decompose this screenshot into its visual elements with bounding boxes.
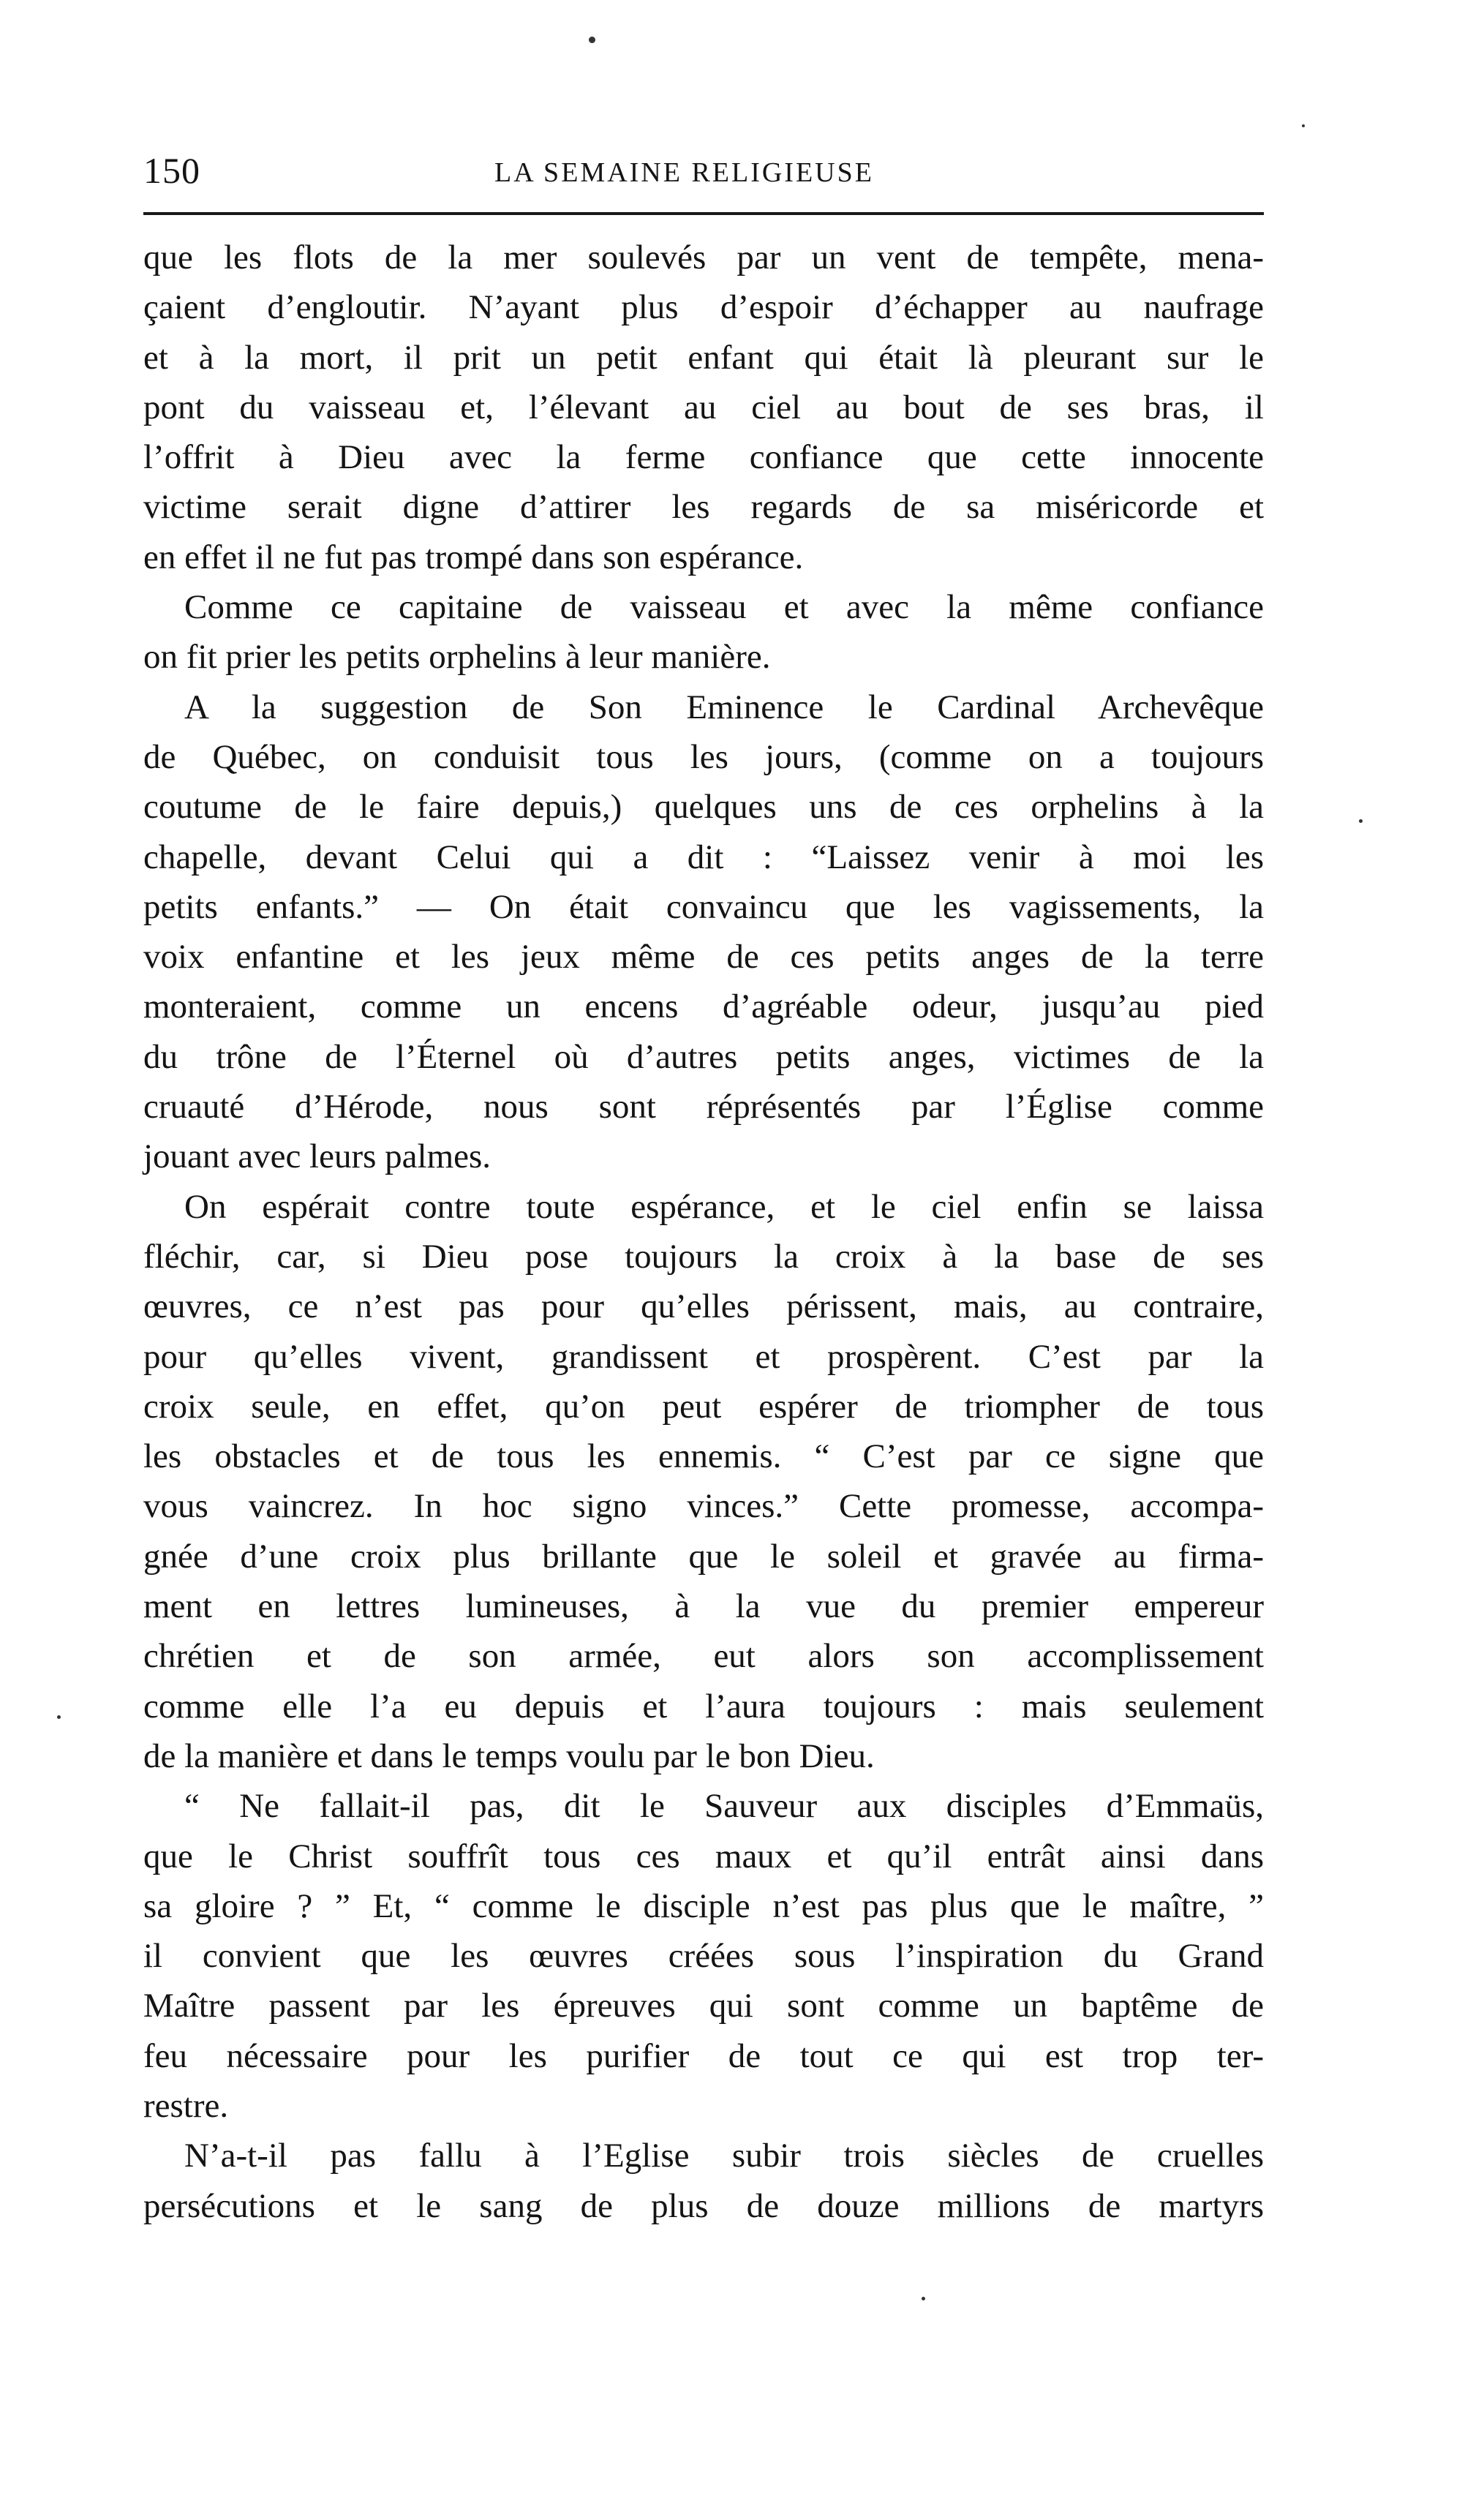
scan-speck xyxy=(1302,124,1305,127)
text-line: fléchir, car, si Dieu pose toujours la croix à la base de ses xyxy=(143,1237,1264,1276)
text-line: vous vaincrez. In hoc signo vinces.” Cette promesse, accompa- xyxy=(143,1487,1264,1526)
text-line: croix seule, en effet, qu’on peut espérer de triompher de tous xyxy=(143,1387,1264,1426)
text-line: çaient d’engloutir. N’ayant plus d’espoir d’échapper au naufrage xyxy=(143,288,1264,327)
body-text xyxy=(143,233,1264,2231)
text-line: A la suggestion de Son Eminence le Cardinal Archevêque xyxy=(184,688,1264,726)
text-line: monteraient, comme un encens d’agréable odeur, jusqu’au pied xyxy=(143,987,1264,1026)
text-line: chrétien et de son armée, eut alors son accomplissement xyxy=(143,1637,1264,1676)
text-line: victime serait digne d’attirer les regards de sa miséricorde et xyxy=(143,488,1264,527)
scan-speck xyxy=(922,2297,925,2300)
text-line: comme elle l’a eu depuis et l’aura toujours : mais seulement xyxy=(143,1687,1264,1726)
text-line: petits enfants.” — On était convaincu que les vagissements, la xyxy=(143,887,1264,926)
text-line: coutume de le faire depuis,) quelques uns de ces orphelins à la xyxy=(143,788,1264,827)
header-rule xyxy=(143,212,1264,215)
scan-speck xyxy=(589,37,595,43)
text-line: que les flots de la mer soulevés par un vent de tempête, mena- xyxy=(143,238,1264,276)
text-line: jouant avec leurs palmes. xyxy=(143,1137,491,1176)
text-line: sa gloire ? ” Et, “ comme le disciple n’est pas plus que le maître, ” xyxy=(143,1886,1264,1925)
text-line: feu nécessaire pour les purifier de tout ce qui est trop ter- xyxy=(143,2036,1264,2075)
scan-speck xyxy=(1359,819,1363,823)
page-number: 150 xyxy=(143,150,200,191)
text-line: gnée d’une croix plus brillante que le soleil et gravée au firma- xyxy=(143,1537,1264,1576)
text-line: et à la mort, il prit un petit enfant qui était là pleurant sur le xyxy=(143,338,1264,377)
text-line: Maître passent par les épreuves qui sont comme un baptême de xyxy=(143,1987,1264,2025)
text-line: pont du vaisseau et, l’élevant au ciel au bout de ses bras, il xyxy=(143,388,1264,426)
text-line: de la manière et dans le temps voulu par le bon Dieu. xyxy=(143,1736,875,1775)
text-line: on fit prier les petits orphelins à leur manière. xyxy=(143,638,771,677)
text-line: Comme ce capitaine de vaisseau et avec la même confiance xyxy=(184,588,1264,627)
text-line: les obstacles et de tous les ennemis. “ C’est par ce signe que xyxy=(143,1437,1264,1476)
scan-speck xyxy=(57,1715,61,1719)
text-line: “ Ne fallait-il pas, dit le Sauveur aux disciples d’Emmaüs, xyxy=(184,1787,1264,1826)
text-line: voix enfantine et les jeux même de ces petits anges de la terre xyxy=(143,938,1264,976)
text-line: du trône de l’Éternel où d’autres petits anges, victimes de la xyxy=(143,1037,1264,1076)
text-line: il convient que les œuvres créées sous l’inspiration du Grand xyxy=(143,1937,1264,1976)
text-line: On espérait contre toute espérance, et le ciel enfin se laissa xyxy=(184,1187,1264,1226)
text-line: en effet il ne fut pas trompé dans son espérance. xyxy=(143,538,804,576)
text-line: œuvres, ce n’est pas pour qu’elles périssent, mais, au contraire, xyxy=(143,1287,1264,1326)
text-line: ment en lettres lumineuses, à la vue du premier empereur xyxy=(143,1587,1264,1626)
text-line: restre. xyxy=(143,2086,229,2125)
text-line: cruauté d’Hérode, nous sont réprésentés par l’Église comme xyxy=(143,1088,1264,1126)
text-line: N’a-t-il pas fallu à l’Eglise subir trois siècles de cruelles xyxy=(184,2137,1264,2175)
page-header xyxy=(143,139,1264,197)
text-line: que le Christ souffrît tous ces maux et qu’il entrât ainsi dans xyxy=(143,1837,1264,1875)
text-line: l’offrit à Dieu avec la ferme confiance que cette innocente xyxy=(143,438,1264,477)
running-title: LA SEMAINE RELIGIEUSE xyxy=(494,157,874,188)
text-line: chapelle, devant Celui qui a dit : “Laissez venir à moi les xyxy=(143,838,1264,876)
text-line: persécutions et le sang de plus de douze millions de martyrs xyxy=(143,2186,1264,2225)
text-line: de Québec, on conduisit tous les jours, (comme on a toujours xyxy=(143,737,1264,776)
text-line: pour qu’elles vivent, grandissent et prospèrent. C’est par la xyxy=(143,1337,1264,1376)
